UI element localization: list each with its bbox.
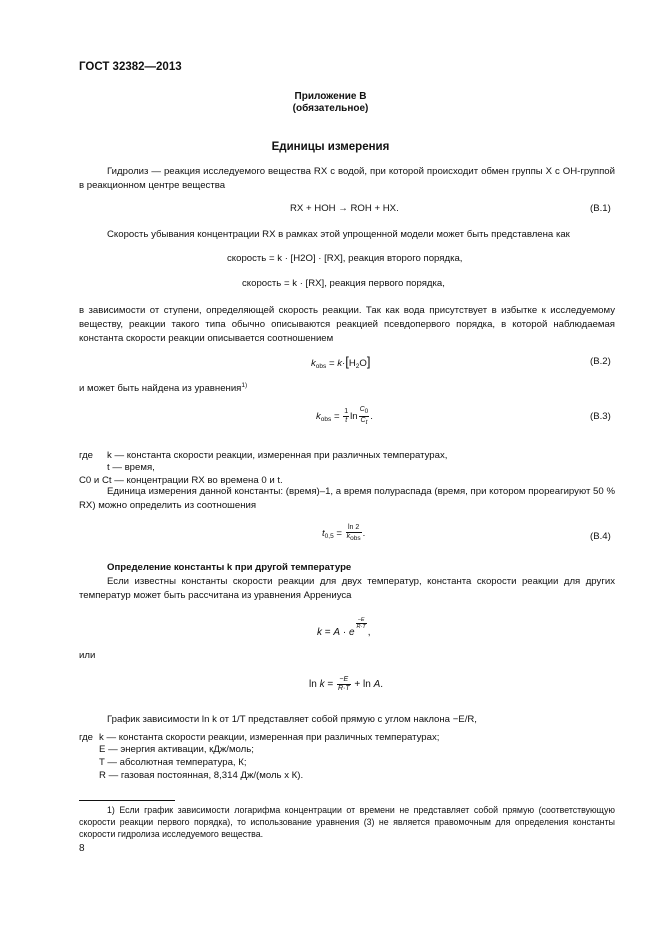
equation-b1-text: RX + HOH → ROH + HX. bbox=[290, 203, 399, 214]
appendix-title: Приложение В bbox=[294, 91, 367, 102]
paragraph-hydrolysis-text: Гидролиз — реакция исследуемого вещества RX с водой, при которой происходит обмен группы X с OH-группой в реакционном центре вещества bbox=[79, 166, 615, 191]
subsection-title: Определение константы k при другой температуре bbox=[107, 562, 352, 573]
paragraph-found-from bbox=[79, 379, 247, 396]
equation-b2-number: (B.2) bbox=[590, 356, 611, 367]
rate-first-order: скорость = k · [RX], реакция первого порядка, bbox=[242, 278, 445, 289]
footnote: 1) Если график зависимости логарифма концентрации от времени не представляет собой прямую (соответствующую скорости реакции первого порядка), то использование уравнения (3) не является правомочным для определения константы скорости гидролиза исследуемого вещества. bbox=[79, 805, 615, 839]
where2-label: где bbox=[79, 732, 94, 743]
equation-ln-k: ln k = $\frac{-E}{R\cdot T}$ + ln A. bbox=[309, 676, 384, 692]
footnote-divider bbox=[79, 800, 175, 801]
equation-b3-number: (B.3) bbox=[590, 411, 611, 422]
paragraph-hydrolysis bbox=[79, 165, 615, 193]
paragraph-rate: Скорость убывания концентрации RX в рамках этой упрощенной модели может быть представлена как bbox=[107, 229, 570, 240]
equation-b3: $k_{obs}$ = $\frac{1}{t}$ ln $\frac{C_0}{C_t}$ . bbox=[316, 406, 373, 426]
where2-t: T — абсолютная температура, К; bbox=[99, 757, 247, 768]
equation-b4: $t_{0,5}$ = $\frac{\ln 2}{k_{obs}}$ . bbox=[322, 524, 366, 542]
where-c: C0 и Ct — концентрации RX во времена 0 и t. bbox=[79, 475, 283, 486]
appendix-status: (обязательное) bbox=[292, 103, 369, 114]
equation-b4-number: (B.4) bbox=[590, 531, 611, 542]
section-title: Единицы измерения bbox=[271, 141, 390, 153]
equation-b1 bbox=[290, 203, 399, 214]
graph-text: График зависимости ln k от 1/T представляет собой прямую с углом наклона −E/R, bbox=[107, 714, 477, 725]
equation-b2: $k_{obs} = k\cdot[H_2O]$ bbox=[311, 354, 371, 370]
equation-b1-number: (B.1) bbox=[590, 203, 611, 214]
paragraph-arrhenius: Если известны константы скорости реакции для двух температур, константа скорости реакции для других температур может быть рассчитана из уравнения Аррениуса bbox=[79, 576, 615, 601]
where-t: t — время, bbox=[107, 462, 155, 473]
rate-second-order: скорость = k · [H2O] · [RX], реакция второго порядка, bbox=[227, 253, 463, 264]
paragraph-unit: Единица измерения данной константы: (время)–1, а время полураспада (время, при котором прореагируют 50 % RX) можно определить из соотношения bbox=[79, 486, 615, 511]
where-label: где bbox=[79, 450, 94, 461]
where2-k: k — константа скорости реакции, измеренная при различных температурах; bbox=[99, 732, 440, 743]
or-text: или bbox=[79, 650, 96, 661]
where2-e: E — энергия активации, кДж/моль; bbox=[99, 744, 254, 755]
footnote-ref: 1) bbox=[241, 382, 248, 389]
where-k: k — константа скорости реакции, измеренная при различных температурах, bbox=[107, 450, 448, 461]
where2-r: R — газовая постоянная, 8,314 Дж/(моль х К). bbox=[99, 770, 304, 781]
equation-arrhenius: k = A · e $\frac{-E}{R\cdot T}$ , bbox=[317, 617, 371, 639]
paragraph-found-from-text: и может быть найдена из уравнения bbox=[79, 383, 242, 394]
page-number: 8 bbox=[79, 843, 85, 854]
paragraph-pseudo-first-order: в зависимости от ступени, определяющей скорость реакции. Так как вода присутствует в избытке к исследуемому веществу, реакции такого типа обычно описываются реакцией псевдопервого порядка, в которой наблюдаемая константа скорости реакции описывается соотношением bbox=[79, 305, 615, 344]
document-header: ГОСТ 32382—2013 bbox=[79, 61, 182, 73]
